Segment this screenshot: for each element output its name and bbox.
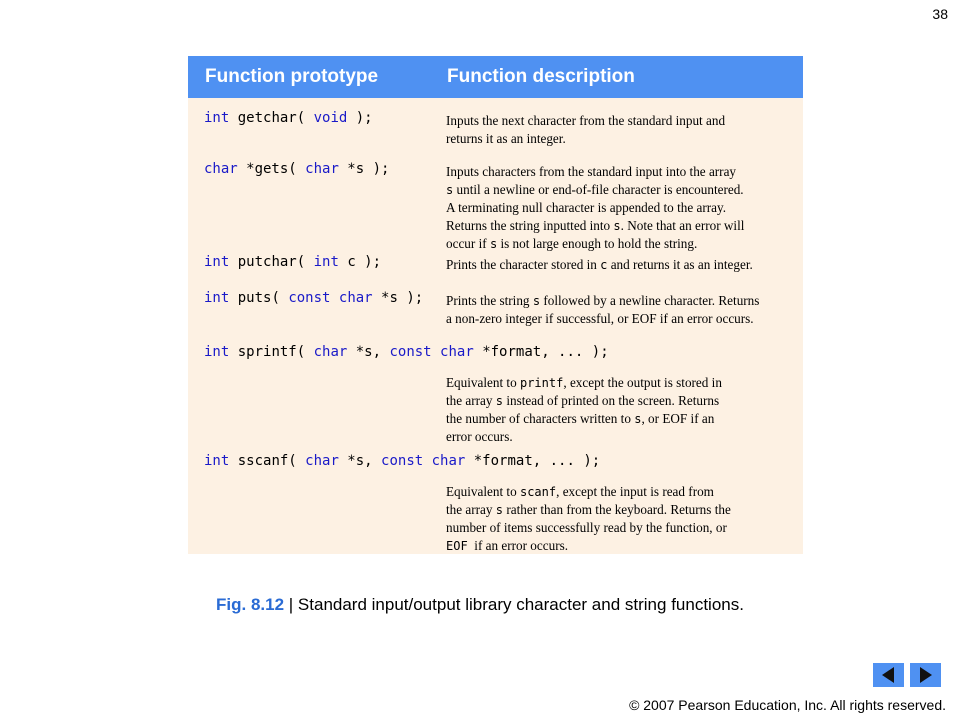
prototype-text: ); bbox=[347, 110, 373, 126]
prototype-keyword: int bbox=[204, 110, 230, 126]
inline-code: s bbox=[495, 503, 504, 517]
description-text: and returns it as an integer. bbox=[607, 257, 753, 272]
description-text: until a newline or end-of-file character is encountered. bbox=[453, 182, 744, 197]
inline-code: s bbox=[532, 294, 541, 308]
triangle-right-icon bbox=[910, 663, 941, 687]
previous-slide-button[interactable] bbox=[873, 663, 904, 687]
description-text: if an error occurs. bbox=[467, 538, 569, 553]
copyright-notice: © 2007 Pearson Education, Inc. All rights reserved. bbox=[629, 697, 946, 713]
description-text: . Note that an error will bbox=[620, 218, 745, 233]
inline-code: printf bbox=[519, 376, 564, 390]
description-text: followed by a newline character. Returns bbox=[540, 293, 760, 308]
function-prototype bbox=[204, 453, 600, 469]
prototype-keyword: const char bbox=[389, 344, 474, 360]
next-slide-button[interactable] bbox=[910, 663, 941, 687]
description-text: error occurs. bbox=[446, 429, 513, 444]
description-text: , or EOF if an bbox=[641, 411, 715, 426]
description-text: Equivalent to bbox=[446, 375, 520, 390]
inline-code: s bbox=[495, 394, 504, 408]
header-function-description: Function description bbox=[447, 66, 635, 87]
description-line bbox=[446, 410, 796, 428]
inline-code: s bbox=[634, 412, 642, 426]
description-text: A terminating null character is appended to the array. bbox=[446, 200, 727, 215]
description-text: the number of characters written to bbox=[446, 411, 635, 426]
figure-caption bbox=[0, 595, 960, 615]
prototype-text: *gets( bbox=[237, 161, 306, 177]
description-text: Inputs characters from the standard input into the array bbox=[446, 164, 737, 179]
prototype-text: puts( bbox=[229, 290, 289, 306]
inline-code: s bbox=[446, 183, 454, 197]
description-line bbox=[446, 292, 796, 310]
prototype-text: *s, bbox=[347, 344, 390, 360]
caption-text: Standard input/output library character and string functions. bbox=[297, 595, 744, 614]
function-description bbox=[446, 374, 796, 446]
description-line bbox=[446, 428, 796, 446]
function-description bbox=[446, 256, 796, 274]
description-line bbox=[446, 235, 796, 253]
function-prototype bbox=[204, 110, 373, 126]
description-line bbox=[446, 199, 796, 217]
description-text: returns it as an integer. bbox=[446, 131, 566, 146]
description-text: the array bbox=[446, 502, 496, 517]
description-text: number of items successfully read by the function, or bbox=[446, 520, 727, 535]
prototype-keyword: int bbox=[204, 254, 230, 270]
caption-separator: | bbox=[284, 595, 298, 614]
description-line bbox=[446, 374, 796, 392]
description-line bbox=[446, 483, 796, 501]
description-line bbox=[446, 310, 796, 328]
table-header bbox=[188, 56, 803, 98]
prototype-text: *s ); bbox=[372, 290, 424, 306]
slide-number: 38 bbox=[932, 6, 948, 22]
description-text: a non-zero integer if successful, or EOF if an error occurs. bbox=[446, 311, 754, 326]
description-line bbox=[446, 519, 796, 537]
description-text: Prints the string bbox=[446, 293, 533, 308]
inline-code: scanf bbox=[519, 485, 557, 499]
function-description bbox=[446, 112, 796, 148]
prototype-text: sprintf( bbox=[229, 344, 314, 360]
description-line bbox=[446, 217, 796, 235]
inline-code: s bbox=[613, 219, 621, 233]
inline-code: c bbox=[600, 258, 608, 272]
header-function-prototype: Function prototype bbox=[205, 66, 379, 87]
description-line bbox=[446, 501, 796, 519]
prototype-text: c ); bbox=[338, 254, 382, 270]
prototype-text: *format, ... ); bbox=[465, 453, 601, 469]
function-description bbox=[446, 483, 796, 555]
prototype-text: *s, bbox=[338, 453, 382, 469]
description-text: Equivalent to bbox=[446, 484, 520, 499]
prototype-text: *s ); bbox=[338, 161, 390, 177]
prototype-keyword: int bbox=[313, 254, 339, 270]
description-line bbox=[446, 537, 796, 555]
function-prototype bbox=[204, 161, 389, 177]
description-text: rather than from the keyboard. Returns the bbox=[503, 502, 731, 517]
description-text: , except the output is stored in bbox=[563, 375, 722, 390]
prototype-text: *format, ... ); bbox=[473, 344, 609, 360]
prototype-keyword: void bbox=[313, 110, 348, 126]
prototype-text: getchar( bbox=[229, 110, 314, 126]
function-table bbox=[188, 56, 803, 554]
function-prototype bbox=[204, 290, 423, 306]
inline-code: EOF bbox=[446, 539, 468, 553]
prototype-keyword: char bbox=[305, 453, 339, 469]
function-prototype bbox=[204, 344, 609, 360]
prototype-text: putchar( bbox=[229, 254, 314, 270]
prototype-keyword: const char bbox=[381, 453, 466, 469]
figure-label: Fig. 8.12 bbox=[216, 595, 285, 614]
description-text: , except the input is read from bbox=[556, 484, 714, 499]
function-prototype bbox=[204, 254, 381, 270]
prototype-keyword: char bbox=[305, 161, 339, 177]
prototype-text: sscanf( bbox=[229, 453, 306, 469]
description-line bbox=[446, 112, 796, 130]
prototype-keyword: int bbox=[204, 290, 230, 306]
inline-code: s bbox=[489, 237, 498, 251]
prototype-keyword: int bbox=[204, 453, 230, 469]
description-text: instead of printed on the screen. Returns bbox=[503, 393, 720, 408]
description-line bbox=[446, 256, 796, 274]
description-text: is not large enough to hold the string. bbox=[497, 236, 698, 251]
description-text: Returns the string inputted into bbox=[446, 218, 614, 233]
description-line bbox=[446, 163, 796, 181]
description-text: occur if bbox=[446, 236, 490, 251]
description-text: the array bbox=[446, 393, 496, 408]
triangle-left-icon bbox=[873, 663, 904, 687]
prototype-keyword: char bbox=[313, 344, 348, 360]
function-description bbox=[446, 163, 796, 253]
description-text: Prints the character stored in bbox=[446, 257, 601, 272]
prototype-keyword: char bbox=[204, 161, 238, 177]
prototype-keyword: int bbox=[204, 344, 230, 360]
description-line bbox=[446, 392, 796, 410]
description-line bbox=[446, 181, 796, 199]
function-description bbox=[446, 292, 796, 328]
description-text: Inputs the next character from the standard input and bbox=[446, 113, 726, 128]
prototype-keyword: const char bbox=[288, 290, 373, 306]
description-line bbox=[446, 130, 796, 148]
